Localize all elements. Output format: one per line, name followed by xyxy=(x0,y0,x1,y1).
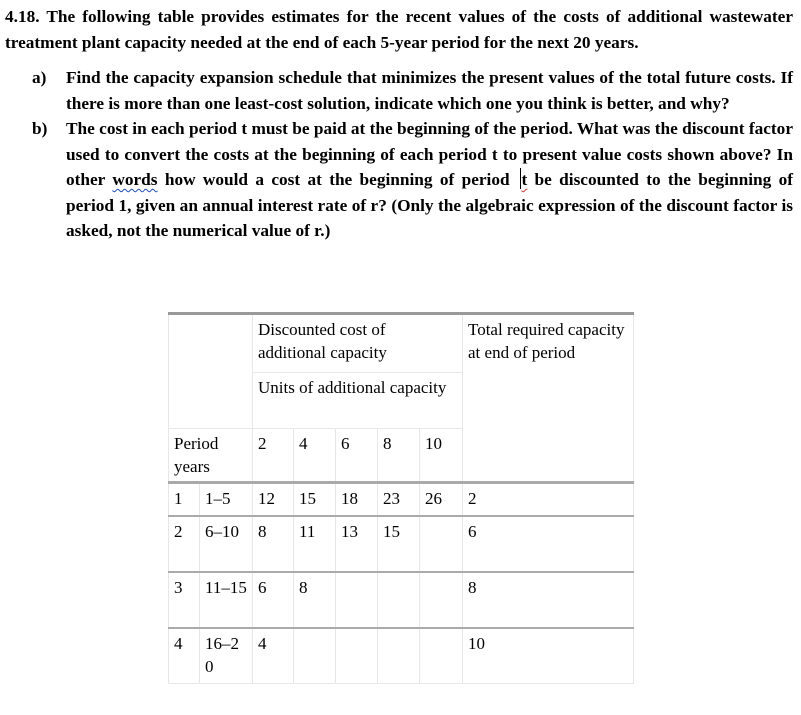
table-row xyxy=(169,516,634,572)
part-a xyxy=(5,65,793,116)
table-row xyxy=(169,483,634,516)
period-cell: 3 xyxy=(169,572,200,628)
cost-cell: 11 xyxy=(294,516,336,572)
header-discounted-cost: Discounted cost of additional capacity xyxy=(253,314,463,373)
years-cell: 16–20 xyxy=(200,628,253,684)
header-years: years xyxy=(174,457,210,476)
problem-parts xyxy=(5,65,793,244)
cost-cell: 4 xyxy=(253,628,294,684)
part-b-text-2: how would a cost at the beginning of period xyxy=(157,170,517,189)
total-cell: 6 xyxy=(463,516,634,572)
units-cell: 4 xyxy=(294,429,336,483)
cost-cell xyxy=(378,628,420,684)
cost-cell xyxy=(294,628,336,684)
cost-cell xyxy=(420,572,463,628)
period-cell: 1 xyxy=(169,483,200,516)
header-period: Period xyxy=(174,434,219,453)
cost-cell: 23 xyxy=(378,483,420,516)
problem-intro: 4.18. The following table provides estimates for the recent values of the costs of additional wastewater treatment plant capacity needed at the end of each 5-year period for the next 20 years. xyxy=(5,7,793,52)
total-cell: 2 xyxy=(463,483,634,516)
cost-cell: 15 xyxy=(294,483,336,516)
table-row xyxy=(169,572,634,628)
spelling-squiggle-t[interactable]: t xyxy=(521,170,528,189)
cost-cell: 13 xyxy=(336,516,378,572)
cost-cell: 12 xyxy=(253,483,294,516)
grammar-squiggle-words[interactable]: words xyxy=(112,170,158,189)
years-cell: 1–5 xyxy=(200,483,253,516)
cost-cell: 6 xyxy=(253,572,294,628)
cost-cell xyxy=(420,628,463,684)
capacity-cost-table xyxy=(168,312,634,684)
cost-cell: 8 xyxy=(294,572,336,628)
table-row xyxy=(169,628,634,684)
cost-cell xyxy=(420,516,463,572)
total-cell: 8 xyxy=(463,572,634,628)
total-cell: 10 xyxy=(463,628,634,684)
part-a-label: a) xyxy=(32,68,47,87)
cost-cell xyxy=(336,628,378,684)
cost-cell: 15 xyxy=(378,516,420,572)
cost-cell: 26 xyxy=(420,483,463,516)
cost-cell: 8 xyxy=(253,516,294,572)
units-cell: 2 xyxy=(253,429,294,483)
cost-cell xyxy=(336,572,378,628)
part-b-text-3: be discounted to the beginning of period 1, given an annual interest rate of r? (Only the algebraic expression of the discount factor is asked, not the numerical value of r.) xyxy=(66,170,794,240)
cost-cell: 18 xyxy=(336,483,378,516)
period-cell: 2 xyxy=(169,516,200,572)
years-cell: 11–15 xyxy=(200,572,253,628)
part-b-label: b) xyxy=(32,119,48,138)
period-cell: 4 xyxy=(169,628,200,684)
part-b xyxy=(5,116,793,244)
units-cell: 6 xyxy=(336,429,378,483)
units-cell: 8 xyxy=(378,429,420,483)
units-cell: 10 xyxy=(420,429,463,483)
table-corner-empty xyxy=(169,314,253,429)
header-period-years xyxy=(169,429,253,483)
part-b-text-1: The cost in each period t must be paid at the beginning of the period. What was the discount factor used to convert the costs at the beginning of each period t to present value costs shown above? In other xyxy=(66,119,793,189)
years-cell: 6–10 xyxy=(200,516,253,572)
cost-cell xyxy=(378,572,420,628)
part-a-text: Find the capacity expansion schedule that minimizes the present values of the total future costs. If there is more than one least-cost solution, indicate which one you think is better, and why? xyxy=(66,68,793,113)
header-units: Units of additional capacity xyxy=(253,373,463,429)
problem-text xyxy=(5,4,793,244)
header-total-required: Total required capacity at end of period xyxy=(463,314,634,483)
